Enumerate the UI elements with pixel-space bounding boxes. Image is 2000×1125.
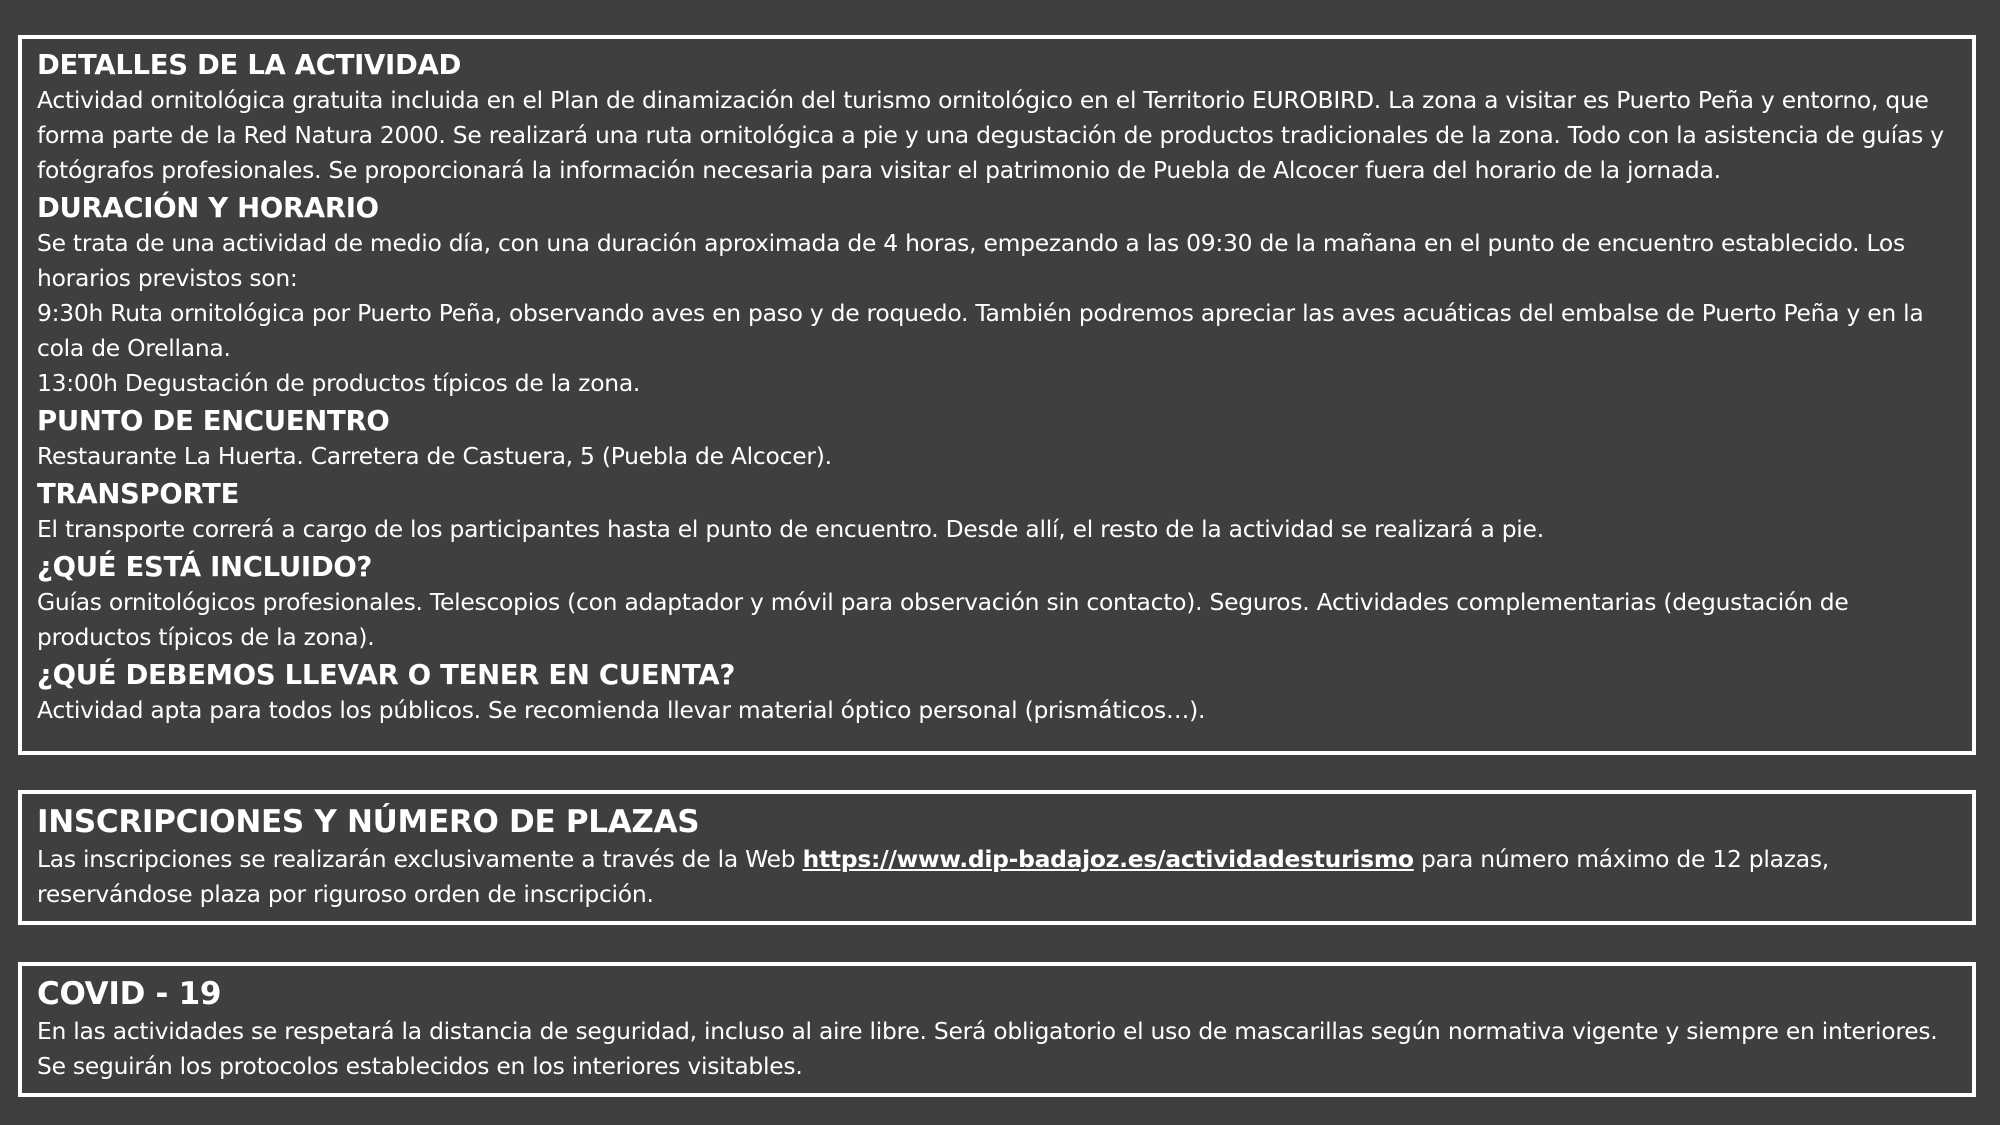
section-heading-punto-encuentro: PUNTO DE ENCUENTRO: [37, 405, 390, 437]
section-heading-incluido: ¿QUÉ ESTÁ INCLUIDO?: [37, 551, 373, 583]
inscripciones-panel: [18, 790, 1976, 925]
inscripciones-text: [37, 842, 1958, 912]
section-text-incluido: Guías ornitológicos profesionales. Telescopios (con adaptador y móvil para observación sin contacto). Seguros. Actividades complementarias (degustación de productos típicos de la zona).: [37, 588, 1849, 651]
inscripciones-text-after: para número máximo de 12 plazas, reservándose plaza por riguroso orden de inscripción.: [37, 845, 1829, 908]
activity-details-panel: [18, 35, 1976, 755]
schedule-item-degustacion: 13:00h Degustación de productos típicos de la zona.: [37, 369, 641, 397]
section-text-duracion: Se trata de una actividad de medio día, con una duración aproximada de 4 horas, empezando a las 09:30 de la mañana en el punto de encuentro establecido. Los horarios previstos son:: [37, 229, 1905, 292]
schedule-item-ruta: 9:30h Ruta ornitológica por Puerto Peña, observando aves en paso y de roquedo. También podremos apreciar las aves acuáticas del embalse de Puerto Peña y en la cola de Orellana.: [37, 299, 1924, 362]
covid-panel: [18, 962, 1976, 1097]
covid-heading: COVID - 19: [37, 976, 222, 1012]
section-heading-llevar: ¿QUÉ DEBEMOS LLEVAR O TENER EN CUENTA?: [37, 659, 735, 691]
section-heading-duracion: DURACIÓN Y HORARIO: [37, 192, 379, 224]
section-heading-detalles: DETALLES DE LA ACTIVIDAD: [37, 49, 462, 81]
section-text-llevar: Actividad apta para todos los públicos. Se recomienda llevar material óptico personal (prismáticos…).: [37, 696, 1206, 724]
inscripciones-heading: INSCRIPCIONES Y NÚMERO DE PLAZAS: [37, 804, 700, 840]
section-text-transporte: El transporte correrá a cargo de los participantes hasta el punto de encuentro. Desde allí, el resto de la actividad se realizará a pie.: [37, 515, 1544, 543]
covid-text: En las actividades se respetará la distancia de seguridad, incluso al aire libre. Será obligatorio el uso de mascarillas según normativa vigente y siempre en interiores. Se seguirán los protocolos establecidos en los interiores visitables.: [37, 1017, 1938, 1080]
inscripciones-text-before: Las inscripciones se realizarán exclusivamente a través de la Web: [37, 845, 803, 873]
section-heading-transporte: TRANSPORTE: [37, 478, 240, 510]
section-text-punto-encuentro: Restaurante La Huerta. Carretera de Castuera, 5 (Puebla de Alcocer).: [37, 442, 832, 470]
section-text-detalles: Actividad ornitológica gratuita incluida en el Plan de dinamización del turismo ornitológico en el Territorio EUROBIRD. La zona a visitar es Puerto Peña y entorno, que forma parte de la Red Natura 2000. Se realizará una ruta ornitológica a pie y una degustación de productos tradicionales de la zona. Todo con la asistencia de guías y fotógrafos profesionales. Se proporcionará la información necesaria para visitar el patrimonio de Puebla de Alcocer fuera del horario de la jornada.: [37, 86, 1944, 184]
registration-link[interactable]: https://www.dip-badajoz.es/actividadesturismo: [802, 845, 1414, 873]
